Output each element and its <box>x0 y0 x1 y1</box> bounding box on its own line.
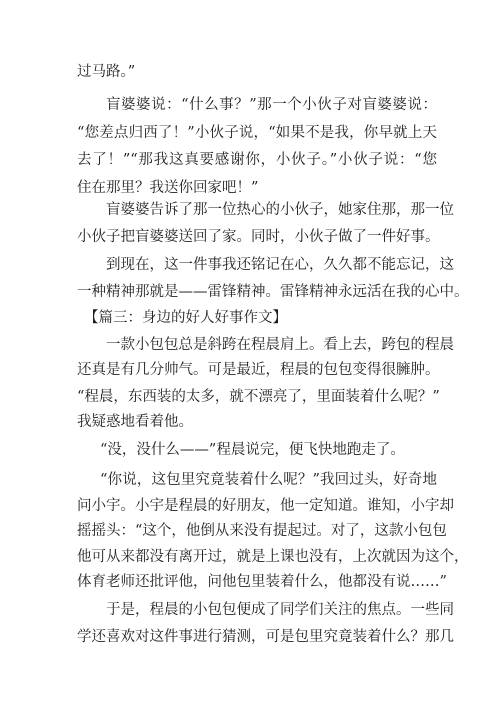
text-line: 学还喜欢对这件事进行猜测，可是包里究竟装着什么？那几 <box>77 629 454 645</box>
section-heading: 【篇三：身边的好人好事作文】 <box>84 310 287 326</box>
text-line: “你说，这包里究竟装着什么呢？”我回过头，好奇地 <box>100 472 437 488</box>
text-line: 于是，程晨的小包包便成了同学们关注的焦点。一些同 <box>106 602 454 618</box>
text-line: 我疑惑地看着他。 <box>77 414 193 430</box>
text-line: 还真是有几分帅气。可是最近，程晨的包包变得很臃肿。 <box>77 362 440 378</box>
text-line: 一种精神那就是——雷锋精神。雷锋精神永远活在我的心中。 <box>77 284 469 300</box>
text-line: “您差点归西了！”小伙子说，“如果不是我，你早就上天 <box>77 125 437 141</box>
text-line: 摇摇头：“这个，他倒从来没有提起过。对了，这款小包包 <box>77 523 447 539</box>
text-line: “程晨，东西装的太多，就不漂亮了，里面装着什么呢？” <box>77 389 440 405</box>
text-line: 体育老师还批评他，问他包里装着什么，他都没有说……” <box>77 574 447 590</box>
text-line: “没，没什么——”程晨说完，便飞快地跑走了。 <box>100 442 405 458</box>
text-line: 盲婆婆说：“什么事？”那一个小伙子对盲婆婆说： <box>106 97 437 113</box>
text-line: 去了！”“那我这真要感谢你，小伙子。”小伙子说：“您 <box>77 152 437 168</box>
text-line: 到现在，这一件事我还铭记在心，久久都不能忘记，这 <box>106 257 454 273</box>
text-line: 他可从来都没有离开过，就是上课也没有，上次就因为这个， <box>77 549 469 565</box>
text-line: 问小宇。小宇是程晨的好朋友，他一定知道。谁知，小宇却 <box>77 498 454 514</box>
text-line: 一款小包包总是斜跨在程晨肩上。看上去，跨包的程晨 <box>106 337 454 353</box>
text-line: 过马路。” <box>77 64 136 80</box>
text-line: 盲婆婆告诉了那一位热心的小伙子，她家住那，那一位 <box>106 202 454 218</box>
text-line: 小伙子把盲婆婆送回了家。同时，小伙子做了一件好事。 <box>77 229 440 245</box>
text-line: 住在那里？我送你回家吧！” <box>77 180 259 196</box>
